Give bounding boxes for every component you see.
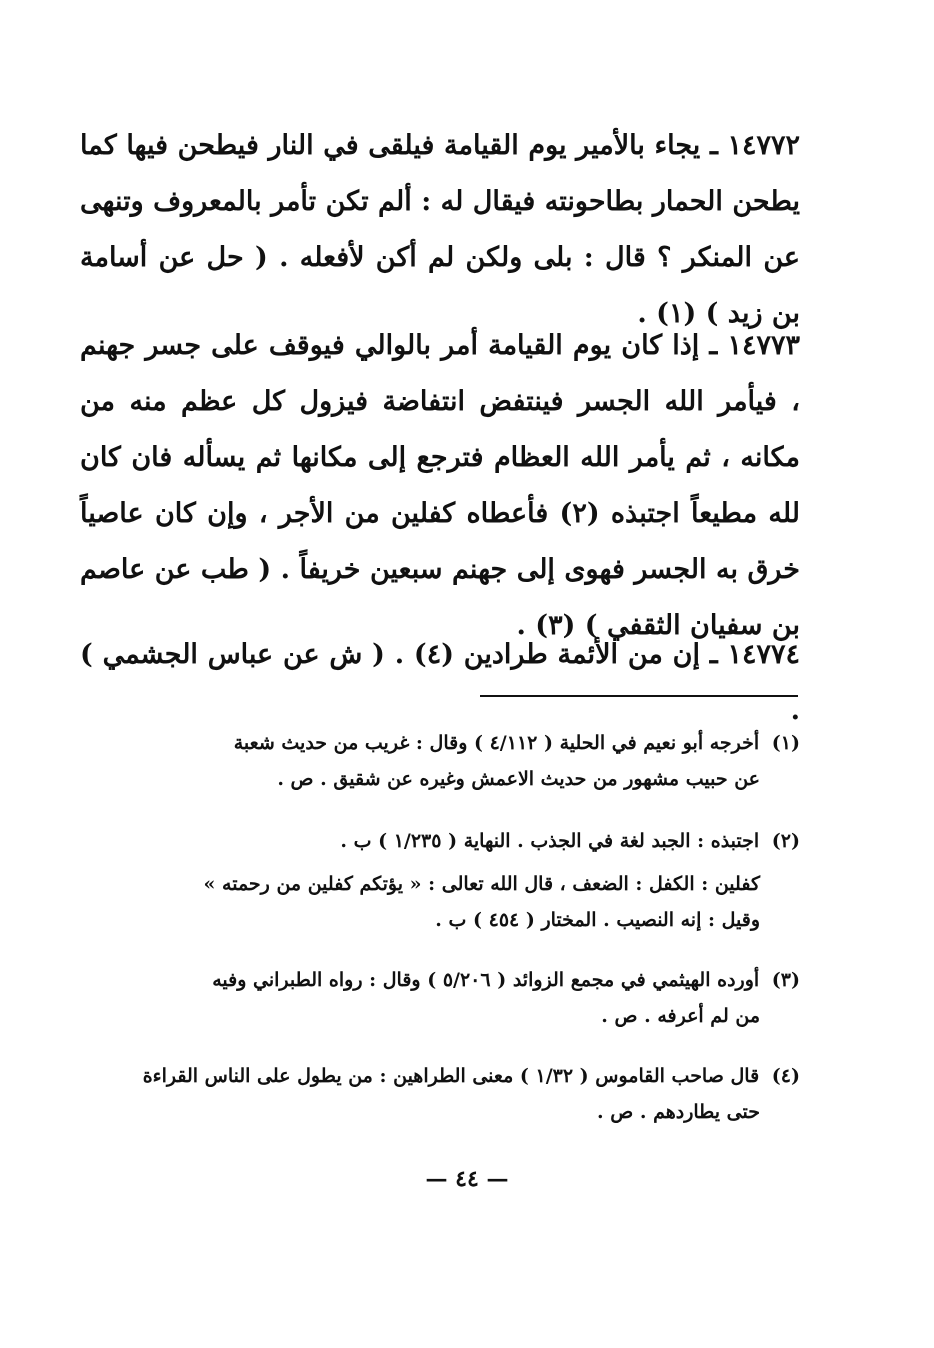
footnote-continuation: عن حبيب مشهور من حديث الاعمش وغيره عن شقيق . ص . <box>277 768 760 790</box>
footnote-continuation: وقيل : إنه النصيب . المختار ( ٤٥٤ ) ب . <box>435 909 760 931</box>
hadith-14774 <box>80 627 800 739</box>
footnote-text: قال صاحب القاموس ( ١/٣٢ ) معنى الطراهين : من يطول على الناس القراءة <box>142 1065 760 1087</box>
footnote-text: أخرجه أبو نعيم في الحلية ( ٤/١١٢ ) وقال : غريب من حديث شعبة <box>233 732 760 754</box>
footnote-number: (٤) <box>771 1065 800 1087</box>
footnote-text: أورده الهيثمي في مجمع الزوائد ( ٥/٢٠٦ ) وقال : رواه الطبراني وفيه <box>212 969 760 991</box>
footnote-continuation: حتى يطاردهم . ص . <box>597 1101 760 1123</box>
hadith-text: ١٤٧٧٣ ـ إذا كان يوم القيامة أمر بالوالي فيوقف على جسر جهنم ، فيأمر الله الجسر فينتفض انتفاضة فيزول كل عظم منه من مكانه ، ثم يأمر الله العظام فترجع إلى مكانها ثم يسأله فان كان لله مطيعاً اجتبذه (٢) فأعطاه كفلين من الأجر ، وإن كان عاصياً خرق به الجسر فهوى إلى جهنم سبعين خريفاً . ( طب عن عاصم بن سفيان الثقفي ) (٣) . <box>80 330 800 641</box>
footnote-4 <box>80 1058 800 1130</box>
hadith-text: ١٤٧٧٢ ـ يجاء بالأمير يوم القيامة فيلقى في النار فيطحن فيها كما يطحن الحمار بطاحونته فيقال له : ألم تكن تأمر بالمعروف وتنهى عن المنكر ؟ قال : بلى ولكن لم أكن لأفعله . ( حل عن أسامة بن زيد ) (١) . <box>80 130 800 329</box>
footnote-number: (٣) <box>771 969 800 991</box>
page-number: — ٤٤ — <box>425 1166 509 1192</box>
hadith-14773 <box>80 318 800 654</box>
footnote-text: كفلين : الكفل : الضعف ، قال الله تعالى : « يؤتكم كفلين من رحمته » <box>203 873 760 895</box>
footnote-3 <box>80 962 800 1034</box>
hadith-14772 <box>80 118 800 342</box>
hadith-text: ١٤٧٧٤ ـ إن من الأئمة طرادين (٤) . ( ش عن عباس الجشمي ) . <box>80 639 800 726</box>
footnote-text: اجتبذه : الجبد لغة في الجذب . النهاية ( ١/٢٣٥ ) ب . <box>340 830 760 852</box>
footnote-2-continued <box>80 866 800 938</box>
footnote-number: (٢) <box>771 830 800 852</box>
footnote-divider <box>480 695 798 697</box>
footnote-continuation: من لم أعرفه . ص . <box>601 1005 760 1027</box>
footnote-2 <box>80 823 800 859</box>
footnote-number: (١) <box>771 732 800 754</box>
footnote-1 <box>80 725 800 797</box>
